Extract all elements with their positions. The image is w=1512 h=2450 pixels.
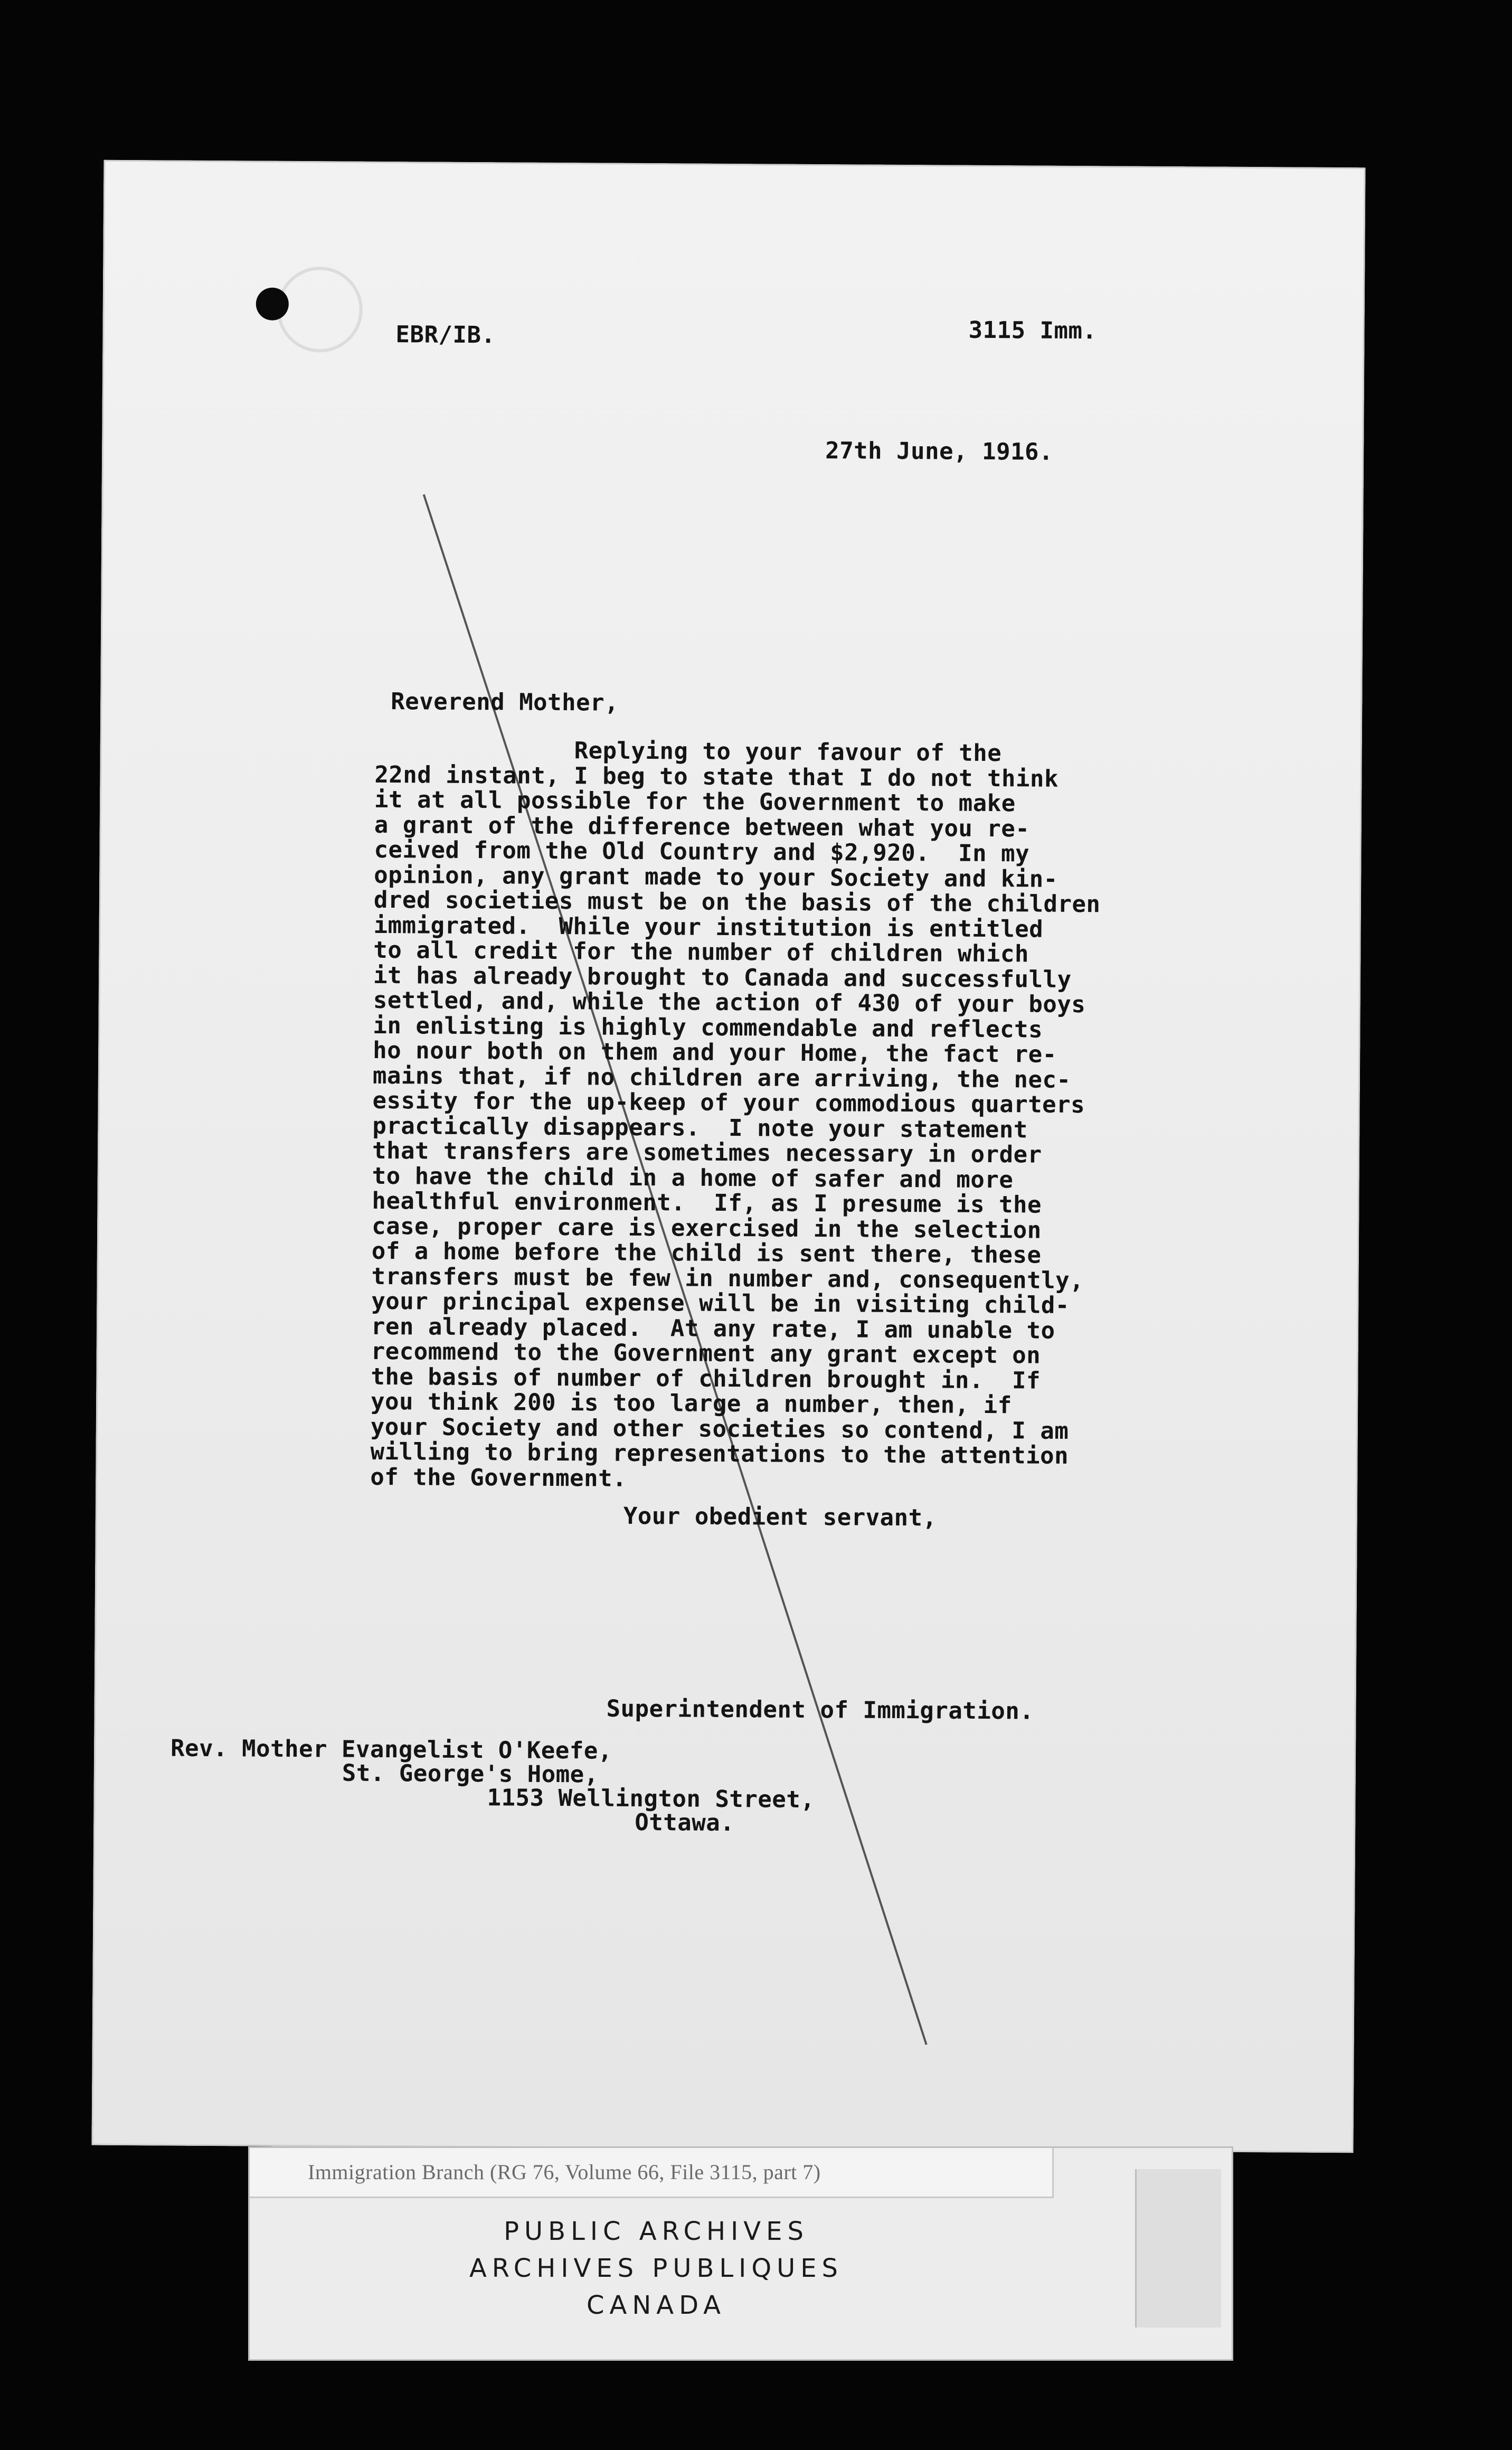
body-line: ho nour both on them and your Home, the fact re-: [373, 1036, 1057, 1068]
signature-title: Superintendent of Immigration.: [606, 1695, 1034, 1725]
body-line: willing to bring representations to the attention: [370, 1438, 1069, 1469]
body-line: dred societies must be on the basis of the children: [373, 886, 1101, 918]
body-line: a grant of the difference between what you re-: [374, 811, 1030, 842]
archive-stamp-line: ARCHIVES PUBLIQUES: [469, 2254, 844, 2283]
archive-stamp-line: CANADA: [586, 2291, 726, 2320]
salutation: Reverend Mother,: [391, 688, 619, 717]
body-line: in enlisting is highly commendable and reflects: [373, 1012, 1043, 1043]
body-line: of a home before the child is sent there, these: [371, 1237, 1042, 1269]
body-line: immigrated. While your institution is entitled: [373, 911, 1044, 943]
archive-reference: Immigration Branch (RG 76, Volume 66, File 3115, part 7): [308, 2160, 821, 2184]
body-line: settled, and, while the action of 430 of your boys: [373, 986, 1086, 1019]
body-line: you think 200 is too large a number, then, if: [370, 1388, 1012, 1419]
body-line: to have the child in a home of safer and more: [372, 1162, 1014, 1193]
body-line: case, proper care is exercised in the selection: [372, 1212, 1042, 1244]
body-line: the basis of number of children brought in. If: [371, 1363, 1041, 1394]
file-reference-number: 3115 Imm.: [968, 316, 1097, 345]
body-line: your principal expense will be in visiting child-: [371, 1287, 1070, 1319]
body-line: Replying to your favour of the: [374, 736, 1002, 767]
body-line: ceived from the Old Country and $2,920. In my: [374, 836, 1030, 868]
body-line: ren already placed. At any rate, I am unable to: [371, 1313, 1055, 1344]
punch-hole: [256, 288, 289, 321]
letter-date: 27th June, 1916.: [825, 437, 1054, 466]
body-line: opinion, any grant made to your Society and kin-: [374, 861, 1058, 893]
address-line: Rev. Mother Evangelist O'Keefe,: [170, 1735, 612, 1765]
body-line: it has already brought to Canada and successfully: [373, 962, 1072, 993]
letter-body: [370, 737, 1101, 1494]
address-line: Ottawa.: [635, 1808, 735, 1837]
archive-reference-strip: [250, 2148, 1054, 2198]
file-reference-initials: EBR/IB.: [395, 321, 496, 349]
letter-page: [92, 160, 1366, 2153]
body-line: your Society and other societies so contend, I am: [370, 1413, 1069, 1445]
address-line: St. George's Home,: [342, 1759, 599, 1788]
body-line: 22nd instant, I beg to state that I do not think: [374, 761, 1059, 793]
archive-stamp-line: PUBLIC ARCHIVES: [504, 2217, 809, 2246]
body-line: mains that, if no children are arriving, the nec-: [372, 1062, 1071, 1094]
body-line: recommend to the Government any grant except on: [371, 1337, 1041, 1369]
body-line: that transfers are sometimes necessary in order: [372, 1137, 1042, 1169]
body-line: of the Government.: [370, 1463, 627, 1492]
closing: Your obedient servant,: [623, 1502, 937, 1532]
punch-hole-ring: [277, 267, 363, 353]
body-line: transfers must be few in number and, consequently,: [371, 1262, 1084, 1294]
label-tab: [1135, 2169, 1221, 2328]
archive-label: [248, 2146, 1233, 2361]
body-line: healthful environment. If, as I presume is the: [372, 1187, 1042, 1219]
address-line: 1153 Wellington Street,: [487, 1784, 815, 1814]
body-line: it at all possible for the Government to make: [374, 786, 1016, 817]
body-line: essity for the up-keep of your commodious quarters: [372, 1087, 1085, 1119]
body-line: to all credit for the number of children which: [373, 936, 1029, 968]
body-line: practically disappears. I note your statement: [372, 1112, 1028, 1143]
